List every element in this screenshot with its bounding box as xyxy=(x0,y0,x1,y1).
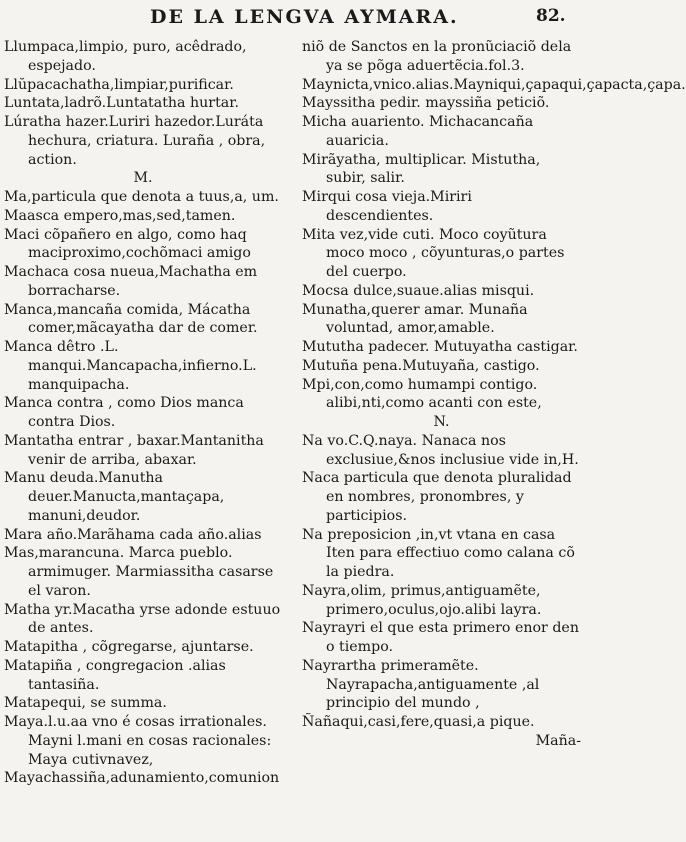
dictionary-entry: Manca dêtro .L. manqui.Mancapacha,infierno.L. manquipacha. xyxy=(4,339,257,393)
dictionary-entry: Nayrayri el que esta primero enor den o tiempo. xyxy=(302,620,579,655)
dictionary-entry: Mpi,con,como humampi contigo. alibi,nti,como acanti con este, xyxy=(302,376,542,412)
right-column xyxy=(302,38,686,751)
running-title: DE LA LENGVA AYMARA. xyxy=(150,6,459,28)
dictionary-entry: Maya.l.u.aa vno é cosas irrationales. Mayni l.mani en cosas racionales: Maya cutivnavez, xyxy=(4,714,272,768)
dictionary-entry: Machaca cosa nueua,Machatha em borracharse. xyxy=(4,264,258,299)
dictionary-entry: Mirqui cosa vieja.Miriri descendientes. xyxy=(302,189,472,224)
dictionary-entry: Mita vez,vide cuti. Moco coyũtura moco moco , cõyunturas,o partes del cuerpo. xyxy=(302,226,565,280)
dictionary-entry: Llŭpacachatha,limpiar,purificar. xyxy=(4,76,234,93)
page-number: 82. xyxy=(536,6,566,26)
dictionary-entry: Mayachassiña,adunamiento,comunion xyxy=(4,770,280,787)
dictionary-entry: Ñañaqui,casi,fere,quasi,a pique. xyxy=(302,714,535,730)
dictionary-entry: Nayra,olim, primus,antiguamẽte, primero,oculus,ojo.alibi layra. xyxy=(302,582,542,618)
dictionary-entry: Maasca empero,mas,sed,tamen. xyxy=(4,207,236,224)
dictionary-entry: Ma,particula que denota a tuus,a, um. xyxy=(4,189,279,205)
dictionary-entry: Matapiña , congregacion .alias tantasiña. xyxy=(4,657,226,693)
dictionary-entry: Mutuña pena.Mutuyaña, castigo. xyxy=(302,357,540,374)
dictionary-entry: Llumpaca,limpio, puro, acêdrado, espejado. xyxy=(4,39,247,74)
dictionary-entry: Luntata,ladrõ.Luntatatha hurtar. xyxy=(4,95,239,112)
section-heading-n: N. xyxy=(433,414,450,430)
dictionary-entry: Mantatha entrar , baxar.Mantanitha venir de arriba, abaxar. xyxy=(4,432,264,468)
dictionary-entry: Matha yr.Macatha yrse adonde estuuo de antes. xyxy=(4,601,281,637)
page-header xyxy=(0,0,585,32)
dictionary-entry: Manca contra , como Dios manca contra Dios. xyxy=(4,395,244,430)
dictionary-entry: Nayrartha primeramẽte. Nayrapacha,antiguamente ,al principio del mundo , xyxy=(302,657,540,712)
dictionary-entry: Mututha padecer. Mutuyatha castigar. xyxy=(302,339,578,355)
dictionary-entry: Munatha,querer amar. Munaña voluntad, amor,amable. xyxy=(302,301,528,337)
dictionary-entry: Na vo.C.Q.naya. Nanaca nos exclusiue,&nos inclusiue vide in,H. xyxy=(302,432,579,468)
dictionary-entry: Micha auariento. Michacancaña auaricia. xyxy=(302,114,534,149)
dictionary-entry: niõ de Sanctos en la pronũciaciõ dela ya se põga aduertẽcia.fol.3. xyxy=(302,39,572,74)
dictionary-entry: Mayssitha pedir. mayssiña peticiõ. xyxy=(302,95,550,112)
section-heading-m: M. xyxy=(133,170,153,187)
dictionary-entry: Naca particula que denota pluralidad en nombres, pronombres, y participios. xyxy=(302,470,572,524)
dictionary-entry: Maci cõpañero en algo, como haq maciproximo,cochõmaci amigo xyxy=(4,226,251,262)
dictionary-entry: Manca,mancaña comida, Mácatha comer,mãcayatha dar de comer. xyxy=(4,301,258,337)
dictionary-entry: Maynicta,vnico.alias.Mayniqui,çapaqui,çapacta,çapa. xyxy=(302,76,686,93)
dictionary-entry: Mocsa dulce,suaue.alias misqui. xyxy=(302,282,535,299)
dictionary-entry: Mara año.Marãhama cada año.alias xyxy=(4,526,262,543)
dictionary-entry: Matapequi, se summa. xyxy=(4,695,167,712)
dictionary-entry: Lúratha hazer.Luriri hazedor.Luráta hechura, criatura. Luraña , obra, action. xyxy=(4,114,266,168)
dictionary-entry: Mirãyatha, multiplicar. Mistutha, subir, salir. xyxy=(302,151,541,187)
dictionary-entry: Matapitha , cõgregarse, ajuntarse. xyxy=(4,639,254,655)
left-column xyxy=(4,38,282,788)
catchword: Maña- xyxy=(535,732,581,749)
dictionary-entry: Manu deuda.Manutha deuer.Manucta,mantaçapa, manuni,deudor. xyxy=(4,470,225,524)
dictionary-entry: Mas,marancuna. Marca pueblo. armimuger. Marmiassitha casarse el varon. xyxy=(4,545,274,599)
dictionary-entry: Na preposicion ,in,vt vtana en casa Iten para effectiuo como calana cõ la piedra. xyxy=(302,526,575,580)
